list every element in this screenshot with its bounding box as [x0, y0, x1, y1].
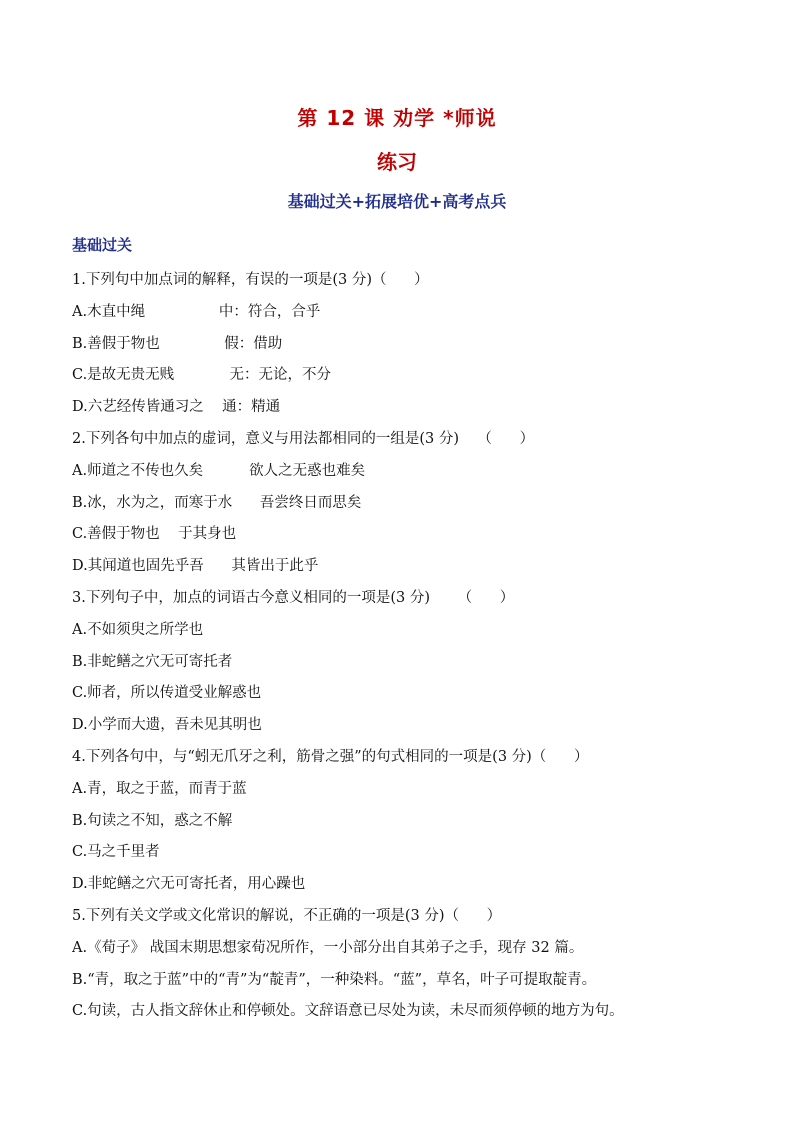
q2-option-c: C.善假于物也 于其身也	[72, 526, 237, 543]
q4-option-b: B.句读之不知，惑之不解	[72, 812, 233, 829]
q2-option-d: D.其闻道也固先乎吾 其皆出于此乎	[72, 558, 319, 575]
q4-option-d: D.非蛇鳝之穴无可寄托者，用心躁也	[72, 876, 306, 893]
q2-option-b: B.冰，水为之，而寒于水 吾尝终日而思矣	[72, 494, 362, 511]
q1-option-a: A.木直中绳 中：符合，合乎	[72, 303, 321, 320]
q1-stem: 1.下列句中加点词的解释，有误的一项是(3 分)（ ）	[72, 272, 429, 288]
q3-option-c: C.师者，所以传道受业解惑也	[72, 685, 262, 702]
lesson-title: 第 12 课 劝学 *师说	[297, 106, 497, 130]
q3-option-d: D.小学而大遗，吾未见其明也	[72, 717, 262, 734]
q1-option-b: B.善假于物也 假：借助	[72, 335, 283, 352]
q1-option-d: D.六艺经传皆通习之 通：精通	[72, 399, 281, 416]
section-heading: 基础过关	[72, 236, 133, 254]
q5-option-a: A.《荀子》 战国末期思想家荀况所作，一小部分出自其弟子之手，现存 32 篇。	[72, 939, 584, 956]
q5-stem: 5.下列有关文学或文化常识的解说，不正确的一项是(3 分)（ ）	[72, 907, 502, 924]
practice-subtitle: 练习	[377, 150, 417, 174]
q3-option-b: B.非蛇鳝之穴无可寄托者	[72, 653, 233, 670]
q2-stem: 2.下列各句中加点的虚词，意义与用法都相同的一组是(3 分) （ ）	[72, 430, 535, 447]
q2-option-a: A.师道之不传也久矣 欲人之无惑也难矣	[72, 462, 366, 479]
q3-stem: 3.下列句子中，加点的词语古今意义相同的一项是(3 分) （ ）	[72, 589, 515, 606]
section-tagline: 基础过关+拓展培优+高考点兵	[287, 192, 507, 211]
q1-option-c: C.是故无贵无贱 无：无论，不分	[72, 367, 331, 384]
q4-option-a: A.青，取之于蓝，而青于蓝	[72, 780, 247, 797]
q5-option-c: C.句读，古人指文辞休止和停顿处。文辞语意已尽处为读，未尽而须停顿的地方为句。	[72, 1003, 624, 1020]
question-list	[72, 268, 722, 1031]
q4-stem: 4.下列各句中，与“蚓无爪牙之利，筋骨之强”的句式相同的一项是(3 分)（ ）	[72, 748, 589, 765]
q5-option-b: B.“青，取之于蓝”中的“青”为“靛青”，一种染料。“蓝”，草名，叶子可提取靛青。	[72, 971, 597, 988]
q4-option-c: C.马之千里者	[72, 844, 160, 861]
q3-option-a: A.不如须臾之所学也	[72, 621, 204, 638]
